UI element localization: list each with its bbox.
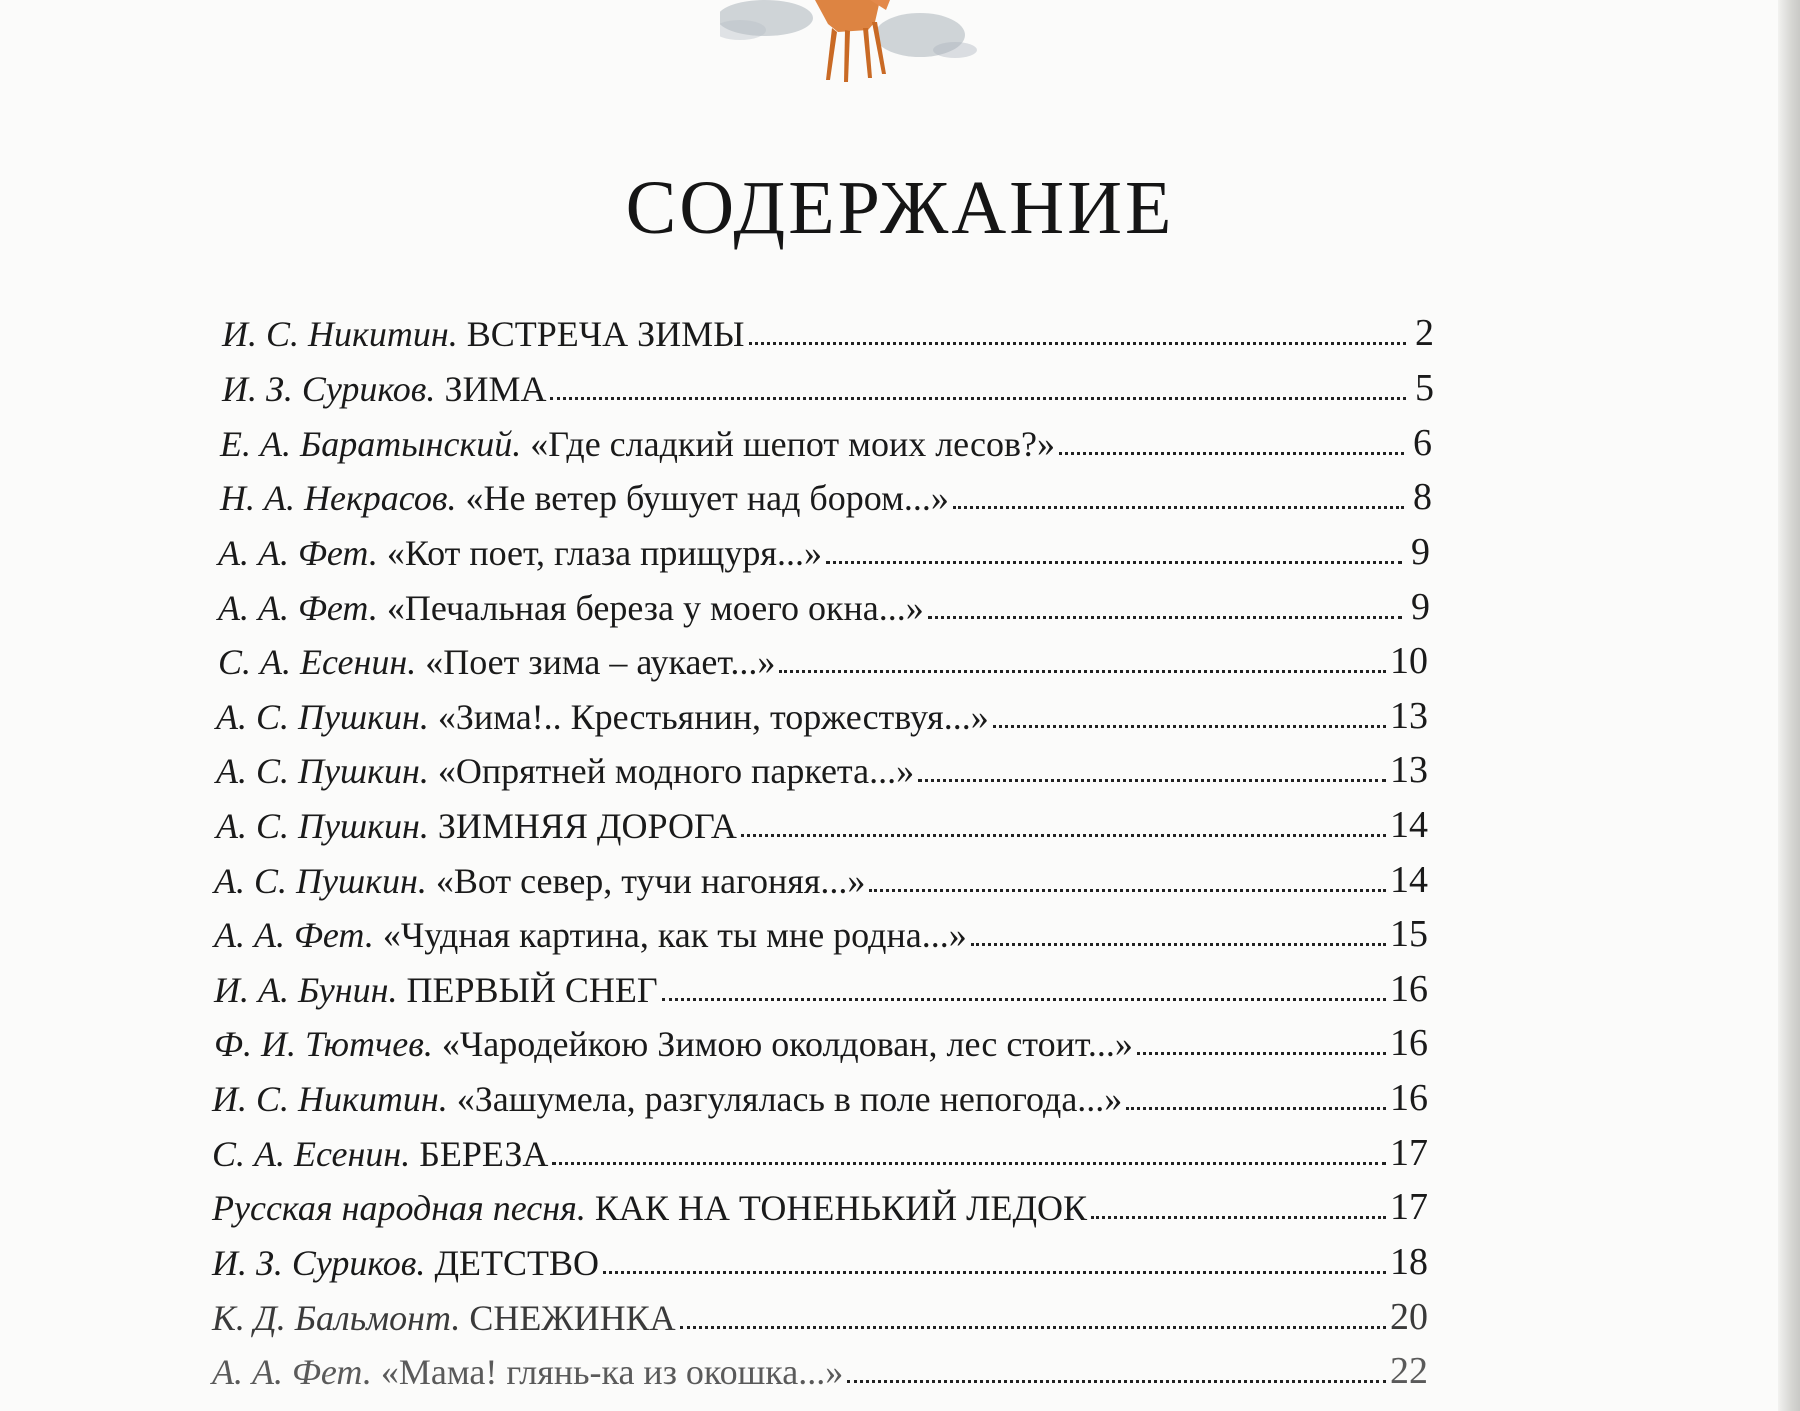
- toc-entry[interactable]: [212, 1340, 1428, 1390]
- toc-work-title: «Вот север, тучи нагоняя...»: [435, 861, 866, 901]
- dot-leader: [826, 561, 1402, 564]
- toc-page-number: 9: [1411, 586, 1430, 628]
- toc-entry[interactable]: [212, 1176, 1428, 1226]
- toc-entry[interactable]: [214, 1012, 1428, 1062]
- dot-leader: [550, 397, 1406, 400]
- toc-work-title: СНЕЖИНКА: [469, 1298, 676, 1338]
- toc-page-number: 6: [1413, 422, 1432, 464]
- toc-author: А. А. Фет.: [218, 588, 378, 628]
- toc-author: А. А. Фет.: [212, 1352, 372, 1392]
- toc-work-title: «Где сладкий шепот моих лесов?»: [530, 424, 1056, 464]
- dot-leader: [918, 779, 1386, 782]
- dot-leader: [680, 1326, 1386, 1329]
- toc-page-number: 10: [1390, 640, 1428, 682]
- toc-author: Ф. И. Тютчев.: [214, 1024, 433, 1064]
- toc-page-number: 20: [1390, 1296, 1428, 1338]
- toc-page-number: 5: [1415, 367, 1434, 409]
- dot-leader: [953, 506, 1404, 509]
- toc-entry[interactable]: [214, 849, 1428, 899]
- toc-author: И. С. Никитин.: [222, 314, 458, 354]
- toc-entry[interactable]: [216, 685, 1428, 735]
- toc-page-number: 8: [1413, 476, 1432, 518]
- toc-author: И. С. Никитин.: [212, 1079, 448, 1119]
- toc-author: И. З. Суриков.: [212, 1243, 426, 1283]
- toc-author: С. А. Есенин.: [212, 1134, 411, 1174]
- toc-entry[interactable]: [216, 794, 1428, 844]
- dot-leader: [1126, 1107, 1386, 1110]
- toc-work-title: ЗИМА: [444, 369, 547, 409]
- toc-work-title: КАК НА ТОНЕНЬКИЙ ЛЕДОК: [594, 1188, 1088, 1228]
- toc-entry[interactable]: [212, 1067, 1428, 1117]
- toc-page-number: 22: [1390, 1350, 1428, 1392]
- toc-work-title: «Опрятней модного паркета...»: [437, 751, 915, 791]
- toc-work-title: «Чародейкою Зимою околдован, лес стоит...»: [441, 1024, 1133, 1064]
- toc-entry[interactable]: [220, 466, 1432, 516]
- toc-entry[interactable]: [218, 576, 1430, 626]
- dot-leader: [603, 1271, 1386, 1274]
- toc-entry[interactable]: [216, 739, 1428, 789]
- toc-page-number: 17: [1390, 1132, 1428, 1174]
- deer-illustration: [720, 0, 980, 90]
- toc-page-number: 9: [1411, 531, 1430, 573]
- dot-leader: [993, 725, 1386, 728]
- toc-page-number: 13: [1390, 749, 1428, 791]
- toc-author: И. А. Бунин.: [214, 970, 398, 1010]
- toc-page-number: 14: [1390, 804, 1428, 846]
- toc-author: А. А. Фет.: [218, 533, 378, 573]
- toc-work-title: «Зима!.. Крестьянин, торжествуя...»: [437, 697, 989, 737]
- dot-leader: [1059, 452, 1404, 455]
- page-title: СОДЕРЖАНИЕ: [625, 166, 1175, 250]
- dot-leader: [779, 670, 1386, 673]
- dot-leader: [741, 834, 1386, 837]
- dot-leader: [749, 342, 1406, 345]
- toc-author: Русская народная песня.: [212, 1188, 586, 1228]
- toc-page-number: 16: [1390, 1077, 1428, 1119]
- toc-entry[interactable]: [214, 958, 1428, 1008]
- toc-entry[interactable]: [220, 412, 1432, 462]
- toc-work-title: «Мама! глянь-ка из окошка...»: [380, 1352, 844, 1392]
- dot-leader: [1091, 1216, 1386, 1219]
- toc-work-title: «Зашумела, разгулялась в поле непогода...»: [456, 1079, 1123, 1119]
- toc-author: А. С. Пушкин.: [216, 697, 429, 737]
- toc-work-title: ДЕТСТВО: [434, 1243, 599, 1283]
- toc-entry[interactable]: [212, 1286, 1428, 1336]
- toc-entry[interactable]: [212, 1231, 1428, 1281]
- dot-leader: [971, 943, 1386, 946]
- toc-author: И. З. Суриков.: [222, 369, 436, 409]
- toc-entry[interactable]: [218, 630, 1428, 680]
- toc-entry[interactable]: [218, 521, 1430, 571]
- toc-page-number: 16: [1390, 968, 1428, 1010]
- toc-entry[interactable]: [222, 357, 1434, 407]
- toc-page-number: 17: [1390, 1186, 1428, 1228]
- toc-page-number: 16: [1390, 1022, 1428, 1064]
- toc-author: Н. А. Некрасов.: [220, 478, 457, 518]
- dot-leader: [1137, 1052, 1386, 1055]
- dot-leader: [869, 889, 1386, 892]
- toc-work-title: ЗИМНЯЯ ДОРОГА: [437, 806, 737, 846]
- dot-leader: [662, 998, 1386, 1001]
- toc-author: Е. А. Баратынский.: [220, 424, 522, 464]
- toc-work-title: «Чудная картина, как ты мне родна...»: [382, 915, 967, 955]
- dot-leader: [928, 616, 1402, 619]
- toc-author: А. А. Фет.: [214, 915, 374, 955]
- toc-entry[interactable]: [212, 1122, 1428, 1172]
- toc-author: А. С. Пушкин.: [216, 806, 429, 846]
- toc-entry[interactable]: [222, 302, 1434, 352]
- toc-work-title: «Печальная береза у моего окна...»: [386, 588, 924, 628]
- toc-work-title: «Кот поет, глаза прищуря...»: [386, 533, 822, 573]
- toc-page-number: 14: [1390, 859, 1428, 901]
- toc-work-title: ПЕРВЫЙ СНЕГ: [406, 970, 658, 1010]
- dot-leader: [552, 1162, 1386, 1165]
- toc-author: А. С. Пушкин.: [216, 751, 429, 791]
- toc-author: А. С. Пушкин.: [214, 861, 427, 901]
- toc-author: С. А. Есенин.: [218, 642, 417, 682]
- toc-page-number: 18: [1390, 1241, 1428, 1283]
- toc-page-number: 13: [1390, 695, 1428, 737]
- toc-author: К. Д. Бальмонт.: [212, 1298, 461, 1338]
- toc-page-number: 15: [1390, 913, 1428, 955]
- toc-work-title: «Поет зима – аукает...»: [425, 642, 776, 682]
- toc-page-number: 2: [1415, 312, 1434, 354]
- dot-leader: [847, 1380, 1386, 1383]
- toc-entry[interactable]: [214, 903, 1428, 953]
- toc-work-title: БЕРЕЗА: [419, 1134, 549, 1174]
- toc-work-title: «Не ветер бушует над бором...»: [465, 478, 949, 518]
- toc-work-title: ВСТРЕЧА ЗИМЫ: [466, 314, 745, 354]
